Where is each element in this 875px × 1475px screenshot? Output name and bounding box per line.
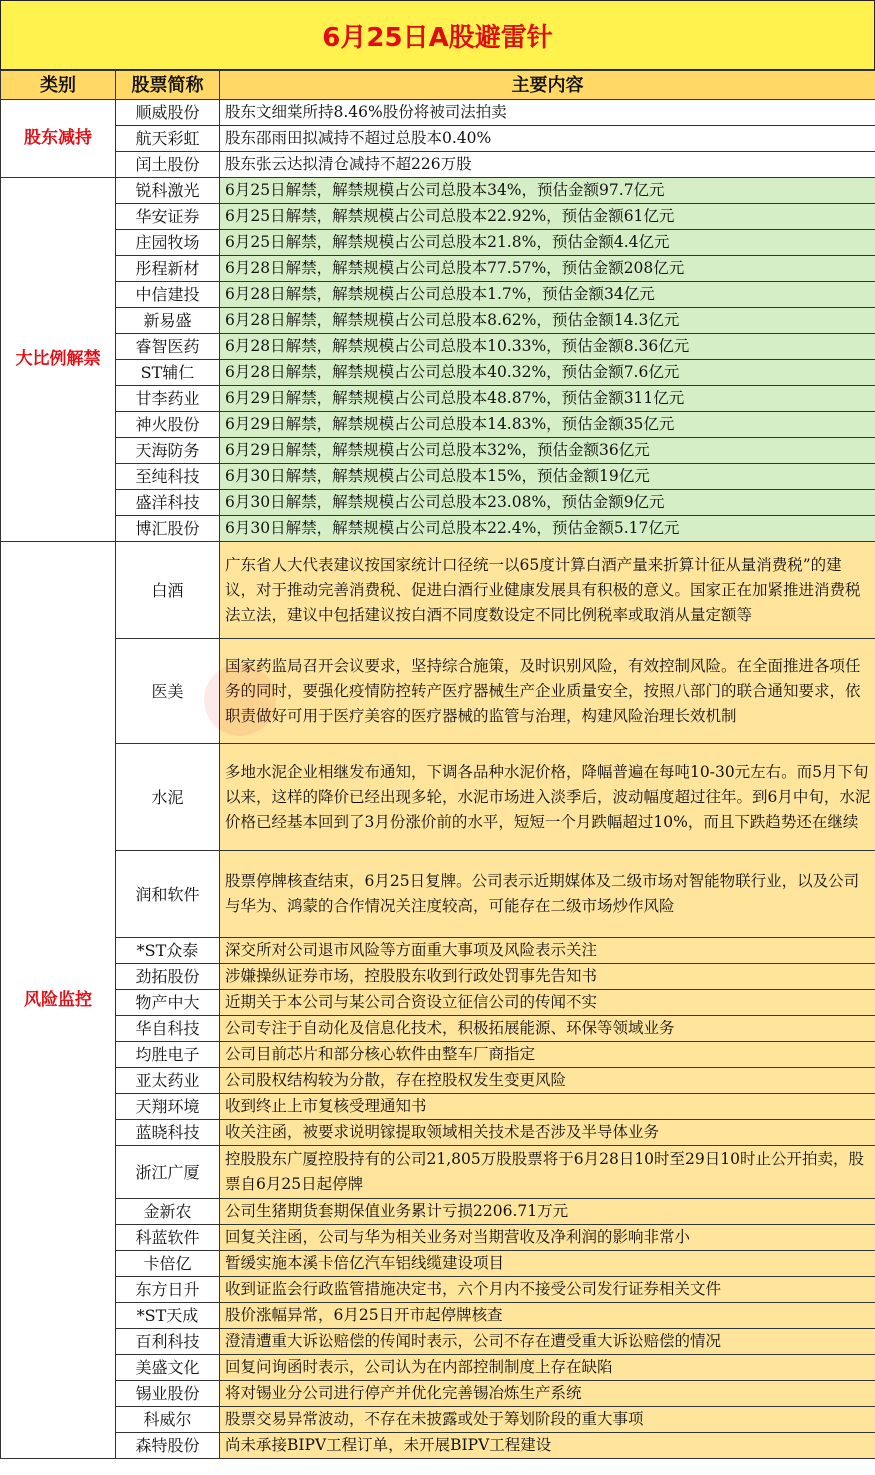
stock-name-cell: 亚太药业 [116,1068,220,1094]
table-row [1,126,875,152]
stock-name-cell: 神火股份 [116,412,220,438]
table-row [1,178,875,204]
table-row [1,1355,875,1381]
header-row [1,71,875,100]
table-row [1,152,875,178]
page-title: 6月25日A股避雷针 [0,0,875,70]
content-cell: 公司生猪期货套期保值业务累计亏损2206.71万元 [220,1199,875,1225]
stock-name-cell: 甘李药业 [116,386,220,412]
content-cell: 公司专注于自动化及信息化技术，积极拓展能源、环保等领域业务 [220,1016,875,1042]
category-cell: 大比例解禁 [1,178,116,542]
content-cell: 6月28日解禁，解禁规模占公司总股本77.57%，预估金额208亿元 [220,256,875,282]
table-row [1,334,875,360]
content-cell: 股价涨幅异常，6月25日开市起停牌核查 [220,1303,875,1329]
content-cell: 6月29日解禁，解禁规模占公司总股本32%，预估金额36亿元 [220,438,875,464]
stock-name-cell: 华安证券 [116,204,220,230]
table-row [1,204,875,230]
stock-name-cell: 中信建投 [116,282,220,308]
table-row [1,1146,875,1199]
stock-name-cell: 彤程新材 [116,256,220,282]
content-cell: 6月25日解禁，解禁规模占公司总股本34%，预估金额97.7亿元 [220,178,875,204]
stock-name-cell: 锡业股份 [116,1381,220,1407]
stock-name-cell: 百利科技 [116,1329,220,1355]
table-row [1,1120,875,1146]
stock-name-cell: 白酒 [116,542,220,639]
content-cell: 公司股权结构较为分散，存在控股权发生变更风险 [220,1068,875,1094]
content-cell: 国家药监局召开会议要求，坚持综合施策，及时识别风险，有效控制风险。在全面推进各项任务的同时，要强化疫情防控转产医疗器械生产企业质量安全，按照八部门的联合通知要求，依职责做好可用于医疗美容的医疗器械的监管与治理，构建风险治理长效机制 [220,639,875,744]
stock-name-cell: 浙江广厦 [116,1146,220,1199]
category-cell: 风险监控 [1,542,116,1459]
table-row [1,412,875,438]
content-cell: 回复问询函时表示，公司认为在内部控制制度上存在缺陷 [220,1355,875,1381]
table-row [1,516,875,542]
content-cell: 股东张云达拟清仓减持不超226万股 [220,152,875,178]
risk-table [0,70,875,1459]
stock-name-cell: 美盛文化 [116,1355,220,1381]
table-row [1,964,875,990]
content-cell: 股票停牌核查结束，6月25日复牌。公司表示近期媒体及二级市场对智能物联行业，以及公司与华为、鸿蒙的合作情况关注度较高，可能存在二级市场炒作风险 [220,851,875,938]
stock-name-cell: 医美 [116,639,220,744]
table-row [1,1407,875,1433]
content-cell: 6月30日解禁，解禁规模占公司总股本23.08%，预估金额9亿元 [220,490,875,516]
stock-name-cell: 劲拓股份 [116,964,220,990]
table-row [1,256,875,282]
content-cell: 多地水泥企业相继发布通知，下调各品种水泥价格，降幅普遍在每吨10-30元左右。而5月下旬以来，这样的降价已经出现多轮，水泥市场进入淡季后，波动幅度超过往年。到6月中旬，水泥价格已经基本回到了3月份涨价前的水平，短短一个月跌幅超过10%，而且下跌趋势还在继续 [220,744,875,851]
table-row [1,1381,875,1407]
stock-name-cell: 天海防务 [116,438,220,464]
table-row [1,100,875,126]
table-row [1,1433,875,1459]
content-cell: 控股股东广厦控股持有的公司21,805万股股票将于6月28日10时至29日10时止公开拍卖，股票自6月25日起停牌 [220,1146,875,1199]
stock-name-cell: 顺威股份 [116,100,220,126]
content-cell: 6月29日解禁，解禁规模占公司总股本48.87%，预估金额311亿元 [220,386,875,412]
stock-name-cell: 庄园牧场 [116,230,220,256]
content-cell: 6月30日解禁，解禁规模占公司总股本22.4%，预估金额5.17亿元 [220,516,875,542]
stock-name-cell: 航天彩虹 [116,126,220,152]
stock-name-cell: 物产中大 [116,990,220,1016]
table-row [1,1277,875,1303]
stock-name-cell: 闰土股份 [116,152,220,178]
content-cell: 涉嫌操纵证券市场，控股股东收到行政处罚事先告知书 [220,964,875,990]
stock-name-cell: 睿智医药 [116,334,220,360]
table-row [1,639,875,744]
table-row [1,438,875,464]
content-cell: 6月28日解禁，解禁规模占公司总股本1.7%，预估金额34亿元 [220,282,875,308]
content-cell: 股票交易异常波动，不存在未披露或处于筹划阶段的重大事项 [220,1407,875,1433]
stock-name-cell: ST辅仁 [116,360,220,386]
content-cell: 股东文细棠所持8.46%股份将被司法拍卖 [220,100,875,126]
stock-name-cell: 盛洋科技 [116,490,220,516]
stock-name-cell: 锐科激光 [116,178,220,204]
header-category: 类别 [1,71,116,100]
stock-name-cell: 卡倍亿 [116,1251,220,1277]
content-cell: 回复关注函，公司与华为相关业务对当期营收及净利润的影响非常小 [220,1225,875,1251]
table-row [1,1303,875,1329]
header-content: 主要内容 [220,71,875,100]
stock-name-cell: 科蓝软件 [116,1225,220,1251]
content-cell: 暂缓实施本溪卡倍亿汽车铝线缆建设项目 [220,1251,875,1277]
content-cell: 澄清遭重大诉讼赔偿的传闻时表示，公司不存在遭受重大诉讼赔偿的情况 [220,1329,875,1355]
content-cell: 股东邵雨田拟减持不超过总股本0.40% [220,126,875,152]
table-row [1,851,875,938]
content-cell: 6月25日解禁，解禁规模占公司总股本22.92%，预估金额61亿元 [220,204,875,230]
stock-name-cell: *ST天成 [116,1303,220,1329]
table-body [1,100,875,1459]
table-row [1,308,875,334]
table-row [1,1251,875,1277]
content-cell: 收到证监会行政监管措施决定书，六个月内不接受公司发行证券相关文件 [220,1277,875,1303]
content-cell: 深交所对公司退市风险等方面重大事项及风险表示关注 [220,938,875,964]
table-row [1,1068,875,1094]
content-cell: 近期关于本公司与某公司合资设立征信公司的传闻不实 [220,990,875,1016]
stock-name-cell: 蓝晓科技 [116,1120,220,1146]
stock-name-cell: 华自科技 [116,1016,220,1042]
stock-name-cell: 科威尔 [116,1407,220,1433]
content-cell: 6月28日解禁，解禁规模占公司总股本10.33%，预估金额8.36亿元 [220,334,875,360]
stock-name-cell: 新易盛 [116,308,220,334]
table-row [1,744,875,851]
table-row [1,990,875,1016]
content-cell: 6月30日解禁，解禁规模占公司总股本15%，预估金额19亿元 [220,464,875,490]
content-cell: 6月29日解禁，解禁规模占公司总股本14.83%，预估金额35亿元 [220,412,875,438]
table-row [1,386,875,412]
stock-name-cell: *ST众泰 [116,938,220,964]
table-row [1,464,875,490]
stock-name-cell: 均胜电子 [116,1042,220,1068]
stock-name-cell: 森特股份 [116,1433,220,1459]
content-cell: 收关注函，被要求说明镓提取领域相关技术是否涉及半导体业务 [220,1120,875,1146]
stock-name-cell: 金新农 [116,1199,220,1225]
table-row [1,1199,875,1225]
category-cell: 股东减持 [1,100,116,178]
stock-name-cell: 水泥 [116,744,220,851]
header-name: 股票简称 [116,71,220,100]
stock-name-cell: 润和软件 [116,851,220,938]
stock-name-cell: 博汇股份 [116,516,220,542]
content-cell: 将对锡业分公司进行停产并优化完善锡冶炼生产系统 [220,1381,875,1407]
table-row [1,282,875,308]
table-row [1,360,875,386]
stock-name-cell: 天翔环境 [116,1094,220,1120]
table-row [1,230,875,256]
content-cell: 收到终止上市复核受理通知书 [220,1094,875,1120]
table-row [1,490,875,516]
content-cell: 6月28日解禁，解禁规模占公司总股本8.62%，预估金额14.3亿元 [220,308,875,334]
table-row [1,1329,875,1355]
content-cell: 公司目前芯片和部分核心软件由整车厂商指定 [220,1042,875,1068]
content-cell: 广东省人大代表建议按国家统计口径统一以65度计算白酒产量来折算计征从量消费税”的建议，对于推动完善消费税、促进白酒行业健康发展具有积极的意义。国家正在加紧推进消费税法立法，建议中包括建议按白酒不同度数设定不同比例税率或取消从量定额等 [220,542,875,639]
table-row [1,938,875,964]
content-cell: 6月25日解禁，解禁规模占公司总股本21.8%，预估金额4.4亿元 [220,230,875,256]
content-cell: 尚未承接BIPV工程订单，未开展BIPV工程建设 [220,1433,875,1459]
content-cell: 6月28日解禁，解禁规模占公司总股本40.32%，预估金额7.6亿元 [220,360,875,386]
table-row [1,1042,875,1068]
table-row [1,1094,875,1120]
stock-name-cell: 东方日升 [116,1277,220,1303]
stock-name-cell: 至纯科技 [116,464,220,490]
table-row [1,1016,875,1042]
table-row [1,1225,875,1251]
table-row [1,542,875,639]
